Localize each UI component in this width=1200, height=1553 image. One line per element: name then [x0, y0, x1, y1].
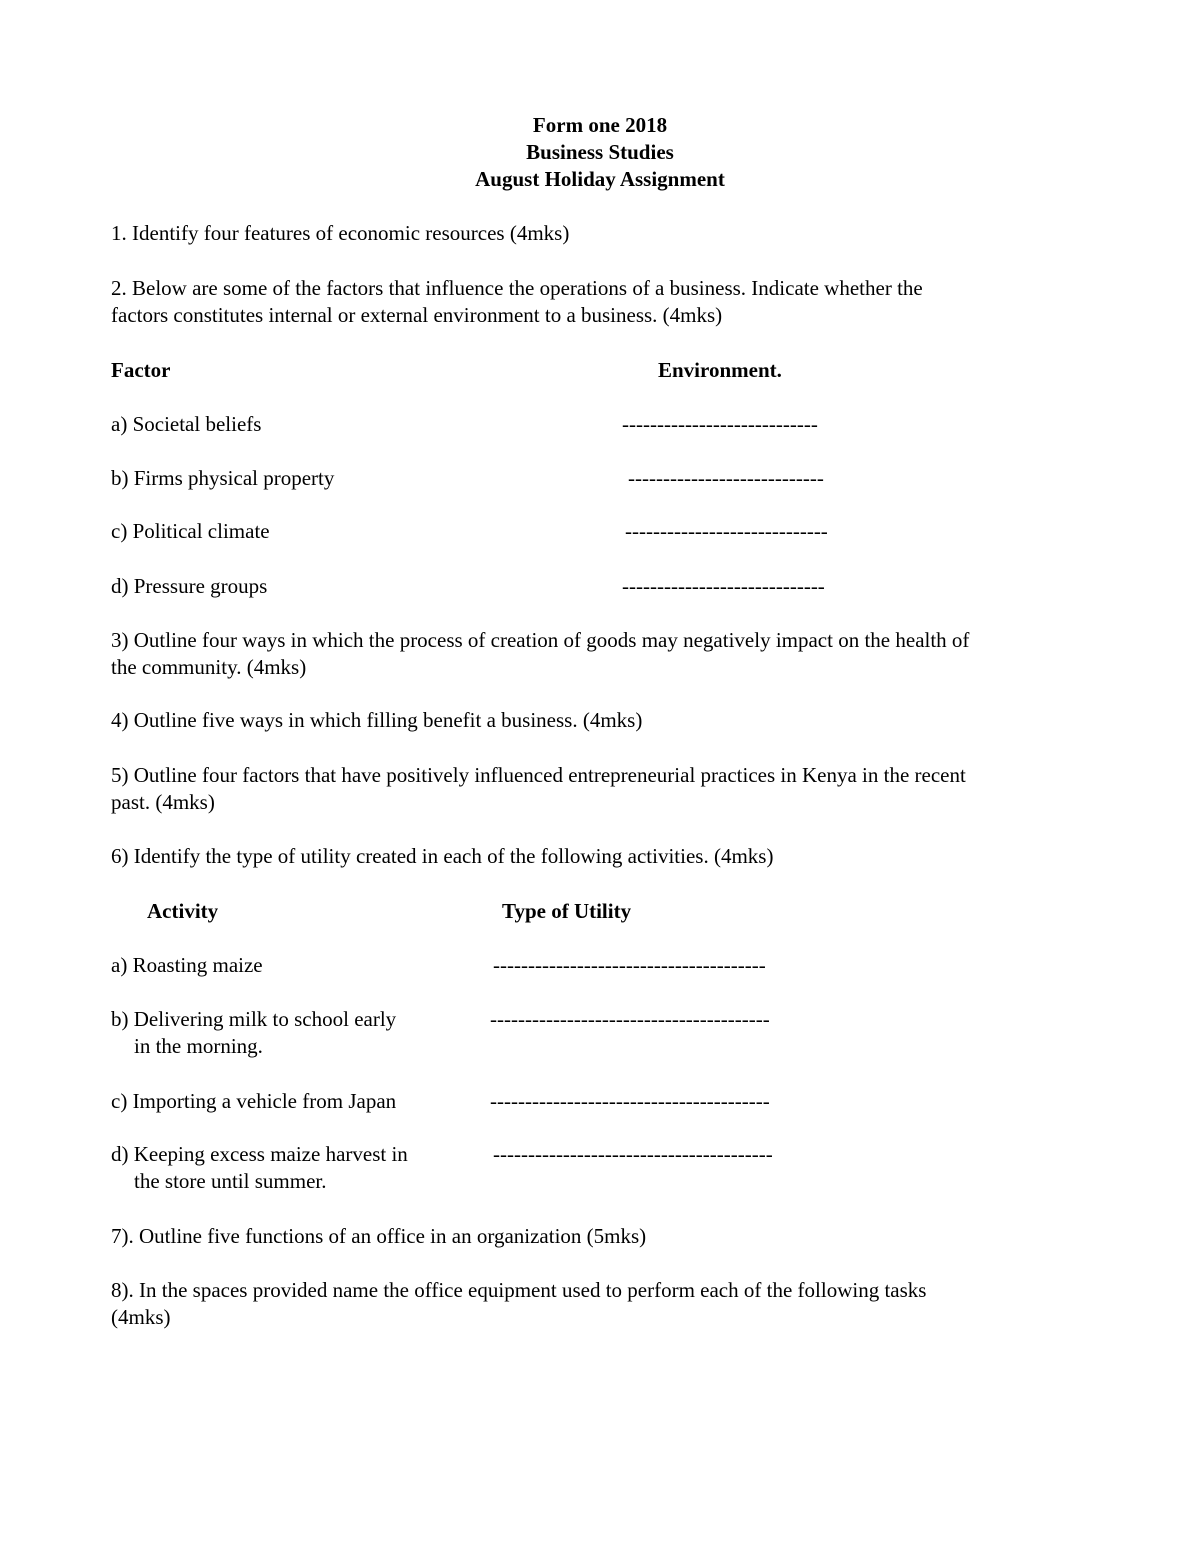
column-header-utility: Type of Utility [502, 899, 632, 923]
question-4: 4) Outline five ways in which filling benefit a business. (4mks) [111, 708, 643, 732]
header-form: Form one 2018 [532, 113, 668, 137]
question-6: 6) Identify the type of utility created in each of the following activities. (4mks) [111, 844, 774, 868]
header-title: August Holiday Assignment [475, 167, 725, 191]
column-header-activity: Activity [147, 899, 219, 923]
question-5-line-1: 5) Outline four factors that have positively influenced entrepreneurial practices in Kenya in the recent [111, 763, 966, 787]
answer-blank-d: ----------------------------- [622, 574, 825, 598]
factor-item-d: d) Pressure groups [111, 574, 268, 598]
utility-blank-a: --------------------------------------- [493, 953, 766, 977]
utility-blank-c: ---------------------------------------- [490, 1089, 770, 1113]
utility-blank-d: ---------------------------------------- [493, 1142, 773, 1166]
question-8-line-1: 8). In the spaces provided name the office equipment used to perform each of the following tasks [111, 1278, 927, 1302]
header-subject: Business Studies [526, 140, 674, 164]
activity-item-b-cont: in the morning. [134, 1034, 263, 1058]
column-header-factor: Factor [111, 358, 171, 382]
activity-item-d-cont: the store until summer. [134, 1169, 327, 1193]
question-3-line-2: the community. (4mks) [111, 655, 307, 679]
activity-item-d: d) Keeping excess maize harvest in [111, 1142, 408, 1166]
question-8-line-2: (4mks) [111, 1305, 171, 1329]
answer-blank-a: ---------------------------- [622, 412, 818, 436]
factor-item-c: c) Political climate [111, 519, 270, 543]
question-5-line-2: past. (4mks) [111, 790, 215, 814]
question-2-line-1: 2. Below are some of the factors that influence the operations of a business. Indicate whether the [111, 276, 923, 300]
factor-item-b: b) Firms physical property [111, 466, 335, 490]
question-2-line-2: factors constitutes internal or external environment to a business. (4mks) [111, 303, 723, 327]
activity-item-c: c) Importing a vehicle from Japan [111, 1089, 397, 1113]
answer-blank-c: ----------------------------- [625, 519, 828, 543]
answer-blank-b: ---------------------------- [628, 466, 824, 490]
question-1: 1. Identify four features of economic resources (4mks) [111, 221, 570, 245]
factor-item-a: a) Societal beliefs [111, 412, 262, 436]
activity-item-b: b) Delivering milk to school early [111, 1007, 397, 1031]
question-3-line-1: 3) Outline four ways in which the process of creation of goods may negatively impact on the health of [111, 628, 970, 652]
question-7: 7). Outline five functions of an office in an organization (5mks) [111, 1224, 647, 1248]
utility-blank-b: ---------------------------------------- [490, 1007, 770, 1031]
activity-item-a: a) Roasting maize [111, 953, 263, 977]
column-header-environment: Environment. [658, 358, 782, 382]
